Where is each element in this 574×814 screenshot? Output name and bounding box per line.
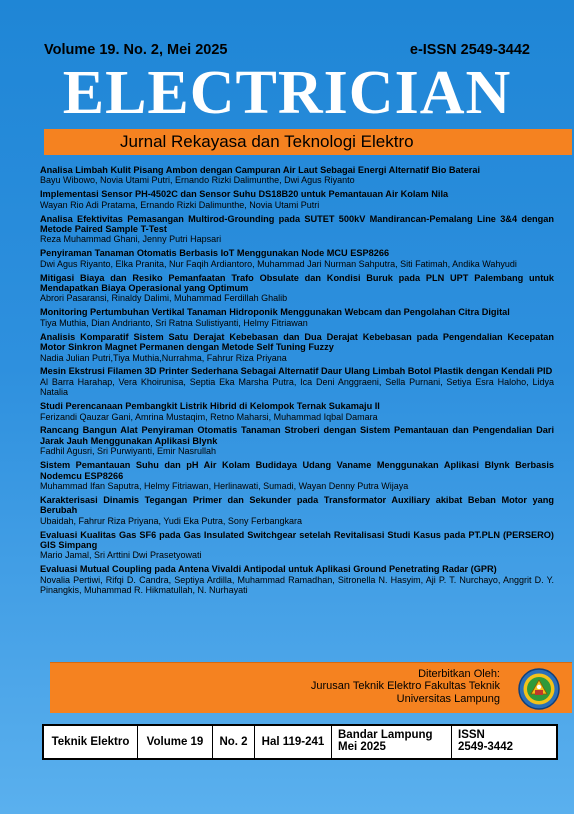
article-title: Rancang Bangun Alat Penyiraman Otomatis Tanaman Stroberi dengan Sistem Pemantauan dan Pengendalian Dari Jarak Jauh Menggunakan Aplikasi Blynk [40, 425, 554, 446]
info-place: Bandar Lampung [338, 729, 433, 741]
publisher-line-1: Diterbitkan Oleh: [418, 668, 500, 680]
article-entry [40, 460, 554, 491]
article-title: Analisa Limbah Kulit Pisang Ambon dengan Campuran Air Laut Sebagai Energi Alternatif Bio Baterai [40, 165, 481, 175]
info-cell-number [213, 726, 255, 758]
article-title: Sistem Pemantauan Suhu dan pH Air Kolam Budidaya Udang Vaname Menggunakan Aplikasi Blynk Berbasis Nodemcu ESP8266 [40, 460, 554, 481]
info-dept: Teknik Elektro [51, 736, 130, 748]
article-authors: Tiya Muthia, Dian Andrianto, Sri Ratna Sulistiyanti, Helmy Fitriawan [40, 317, 308, 328]
info-pages: Hal 119-241 [261, 736, 325, 748]
article-authors: Ubaidah, Fahrur Riza Priyana, Yudi Eka Putra, Sony Ferbangkara [40, 515, 302, 526]
article-authors: Abrori Pasaransi, Rinaldy Dalimi, Muhammad Ferdillah Ghalib [40, 293, 288, 304]
article-authors: Fadhil Agusri, Sri Purwiyanti, Emir Nasrullah [40, 446, 217, 457]
article-authors: Novalia Pertiwi, Rifqi D. Candra, Septiya Ardilla, Muhammad Ramadhan, Sitronella N. Hasyim, Aji P. T. Nurchayo, Anggrit D. Y. Pinangkis, Muhammad R. Hikmatullah, N. Nurhayati [40, 574, 554, 596]
article-title: Analisis Komparatif Sistem Satu Derajat Kebebasan dan Dua Derajat Kebebasan pada Pengendalian Kecepatan Motor Sinkron Magnet Permanen dengan Metode Self Tuning Fuzzy [40, 331, 554, 353]
article-entry [40, 307, 554, 328]
publisher-banner [50, 662, 572, 713]
article-entry [40, 366, 554, 397]
volume-issue-text: Volume 19. No. 2, Mei 2025 [44, 42, 228, 58]
article-authors: Al Barra Harahap, Vera Khoirunisa, Septia Eka Marsha Putra, Ica Deni Anggraeni, Sella Purnani, Setiya Esra Haloho, Lidya Natalia [40, 376, 554, 398]
article-entry [40, 425, 554, 456]
article-authors: Wayan Rio Adi Pratama, Ernando Rizki Dalimunthe, Novia Utami Putri [40, 199, 320, 210]
journal-title: ELECTRICIAN [62, 59, 512, 127]
article-title: Monitoring Pertumbuhan Vertikal Tanaman Hidroponik Menggunakan Webcam dan Pengolahan Citra Digital [40, 307, 510, 318]
article-authors: Muhammad Ifan Saputra, Helmy Fitriawan, Herlinawati, Sumadi, Wayan Denny Putra Wijaya [40, 480, 409, 491]
article-entry [40, 273, 554, 304]
journal-subtitle: Jurnal Rekayasa dan Teknologi Elektro [120, 132, 414, 151]
article-entry [40, 495, 554, 526]
article-title: Mitigasi Biaya dan Resiko Pemanfaatan Trafo Obsulate dan Kondisi Buruk pada PLN UPT Palembang untuk Mendapatkan Biaya Operasional yang Optimum [40, 272, 554, 294]
info-issn-label: ISSN [458, 729, 485, 741]
article-title: Penyiraman Tanaman Otomatis Berbasis IoT Menggunakan Node MCU ESP8266 [40, 248, 390, 259]
article-title: Analisa Efektivitas Pemasangan Multirod-Grounding pada SUTET 500kV Mandirancan-Pemalang Line 3&4 dengan Metode Paired Sample T-Test [40, 213, 554, 235]
article-entry [40, 214, 554, 245]
article-entry [40, 564, 554, 595]
info-issn-value: 2549-3442 [458, 741, 513, 753]
article-authors: Ferizandi Qauzar Gani, Amrina Mustaqim, Retno Maharsi, Muhammad Iqbal Damara [40, 411, 378, 422]
info-volume: Volume 19 [146, 736, 204, 748]
article-entry [40, 332, 554, 363]
issue-info-table [42, 724, 558, 760]
info-cell-issn [452, 726, 556, 758]
info-cell-place-date [332, 726, 452, 758]
article-entry [40, 165, 554, 186]
article-authors: Dwi Agus Riyanto, Elka Pranita, Nur Faqih Ardiantoro, Muhammad Jari Nurman Sahputra, Siti Fatimah, Andika Wahyudi [40, 258, 517, 269]
publisher-line-3: Universitas Lampung [396, 692, 500, 705]
eissn-text: e-ISSN 2549-3442 [409, 42, 530, 58]
article-entry [40, 248, 554, 269]
university-logo-icon [518, 668, 560, 710]
info-date: Mei 2025 [338, 741, 386, 753]
article-entry [40, 530, 554, 561]
article-title: Karakterisasi Dinamis Tegangan Primer dan Sekunder pada Transformator Auxiliary akibat Beban Motor yang Berubah [40, 494, 554, 516]
info-number: No. 2 [219, 736, 248, 748]
subtitle-banner [44, 129, 572, 155]
article-title: Studi Perencanaan Pembangkit Listrik Hibrid di Kelompok Ternak Sukamaju II [40, 401, 380, 412]
article-authors: Nadia Julian Putri,Tiya Muthia,Nurrahma, Fahrur Riza Priyana [40, 352, 287, 363]
article-authors: Mario Jamal, Sri Arttini Dwi Prasetyowati [40, 550, 202, 561]
publisher-text [311, 668, 500, 705]
article-entry [40, 189, 554, 210]
info-cell-volume [138, 726, 213, 758]
article-title: Evaluasi Mutual Coupling pada Antena Vivaldi Antipodal untuk Aplikasi Ground Penetrating Radar (GPR) [40, 564, 497, 575]
article-authors: Reza Muhammad Ghani, Jenny Putri Hapsari [40, 234, 222, 245]
article-entry [40, 401, 554, 422]
publisher-line-2: Jurusan Teknik Elektro Fakultas Teknik [310, 680, 500, 693]
info-cell-pages [255, 726, 332, 758]
article-title: Evaluasi Kualitas Gas SF6 pada Gas Insulated Switchgear setelah Revitalisasi Studi Kasus pada PT.PLN (PERSERO) GIS Simpang [40, 529, 554, 550]
info-cell-dept [44, 726, 138, 758]
article-authors: Bayu Wibowo, Novia Utami Putri, Ernando Rizki Dalimunthe, Dwi Agus Riyanto [40, 175, 355, 186]
article-list [40, 165, 554, 599]
article-title: Implementasi Sensor PH-4502C dan Sensor Suhu DS18B20 untuk Pemantauan Air Kolam Nila [40, 189, 449, 200]
article-title: Mesin Ekstrusi Filamen 3D Printer Sederhana Sebagai Alternatif Daur Ulang Limbah Botol Plastik dengan Kendali PID [40, 366, 553, 377]
